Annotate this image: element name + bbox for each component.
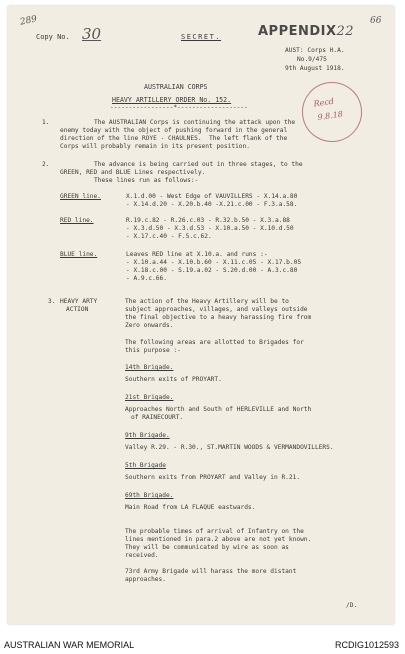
blue-line-route-2: - X.10.a.44 - X.10.b.60 - X.11.c.05 - X.17.b.05 [126, 259, 302, 266]
brigade-name: 5th Brigade [125, 462, 166, 469]
green-line-route-2: - X.14.d.20 - X.20.b.40 -X.21.c.00 - F.3.a.58. [126, 201, 298, 208]
para3-intro-line-2: subject approaches, villages, and valleys outside [125, 306, 308, 313]
para1-line-4: Corps will probably remain in its present position. [60, 143, 250, 150]
para2-line-1: The advance is being carried out in three stages, to the [94, 161, 303, 168]
para3-intro-line-3: the final objective to a heavy harassing fire from [125, 314, 312, 321]
received-stamp-line-1: Recd [313, 96, 335, 109]
brigade-name: 69th Brigade. [125, 492, 174, 499]
copy-label: Copy No. [36, 33, 70, 41]
para3-title-line-1: HEAVY ARTY [60, 298, 98, 305]
received-stamp-line-2: 9.8.18 [317, 109, 344, 123]
secret-marking: SECRET. [181, 33, 222, 41]
para1-number: 1. [42, 119, 50, 126]
closing1-line-4: received. [125, 552, 159, 559]
red-line-label: RED line. [60, 217, 94, 224]
closing2-line-2: approaches. [125, 576, 166, 583]
brigade-task: Southern exits from PROYART and Valley in R.21. [125, 474, 301, 481]
document-page [8, 6, 394, 624]
footer-archive-name: AUSTRALIAN WAR MEMORIAL [4, 640, 135, 650]
handwritten-corner-number: 289 [19, 14, 39, 28]
brigade-task: of RAINECOURT. [131, 414, 184, 421]
brigade-name: 21st Brigade. [125, 394, 174, 401]
page-continuation: /D. [346, 602, 358, 609]
para3-intro-line-4: Zero onwards. [125, 322, 174, 329]
closing1-line-2: lines mentioned in para.2 above are not yet known. [125, 536, 312, 543]
closing2-line-1: 73rd Army Brigade will harass the more distant [125, 568, 297, 575]
reference-line-3: 9th August 1918. [285, 65, 345, 72]
heading-order-title: HEAVY ARTILLERY ORDER No. 152. [112, 96, 232, 104]
copy-number: 30 [82, 25, 102, 43]
para3-title-line-2: ACTION [66, 306, 89, 313]
para1-line-1: The AUSTRALIAN Corps is continuing the attack upon the [94, 119, 296, 126]
brigade-name: 9th Brigade. [125, 432, 170, 439]
brigade-task: Approaches North and South of HERLEVILLE and North [125, 406, 312, 413]
red-line-route-2: - X.3.d.50 - X.3.d.53 - X.10.a.50 - X.10.d.50 [126, 225, 294, 232]
allot-line-2: this purpose :- [125, 347, 181, 354]
para3-intro-line-1: The action of the Heavy Artillery will be to [125, 298, 289, 305]
closing1-line-3: They will be communicated by wire as soon as [125, 544, 289, 551]
para2-line-2: GREEN, RED and BLUE Lines respectively. [60, 169, 206, 176]
heading-rule: -----------------*------------------- [110, 104, 248, 111]
blue-line-route-1: Leaves RED line at X.10.a. and runs :- [126, 251, 268, 258]
para2-number: 2. [42, 161, 50, 168]
green-line-label: GREEN line. [60, 193, 101, 200]
para1-line-2: enemy today with the object of pushing forward in the general [60, 127, 288, 134]
footer-record-id: RCDIG1012593 [334, 640, 399, 650]
para1-line-3: direction of the line ROYE - CHAULNES. The left flank of the [60, 135, 288, 142]
blue-line-route-4: - A.9.c.66. [126, 275, 167, 282]
closing1-line-1: The probable times of arrival of Infantry on the [125, 528, 304, 535]
red-line-route-1: R.19.c.82 - R.26.c.03 - R.32.b.50 - X.3.a.88 [126, 217, 290, 224]
brigade-task: Southern exits of PROYART. [125, 376, 222, 383]
allot-line-1: The following areas are allotted to Brigades for [125, 339, 304, 346]
red-line-route-3: - X.17.c.40 - F.5.c.62. [126, 233, 212, 240]
appendix-number: 22 [336, 24, 355, 39]
brigade-task: Main Road from LA FLAQUE eastwards. [125, 504, 256, 511]
heading-corps: AUSTRALIAN CORPS [144, 83, 208, 91]
received-stamp [298, 78, 366, 146]
blue-line-label: BLUE line. [60, 251, 98, 258]
blue-line-route-3: - X.18.c.00 - S.19.a.02 - S.20.d.00 - A.3.c.80 [126, 267, 298, 274]
para2-line-3: These lines run as follows:- [94, 177, 199, 184]
appendix-label: APPENDIX [258, 24, 337, 39]
handwritten-top-right-number: 66 [370, 16, 382, 26]
appendix-stamp [258, 24, 354, 39]
green-line-route-1: X.1.d.00 - West Edge of VAUVILLERS - X.14.a.80 [126, 193, 298, 200]
para3-number: 3. [48, 298, 56, 305]
reference-line-2: No.9/475 [297, 56, 327, 63]
brigade-task: Valley R.29. - R.30., ST.MARTIN WOODS & VERMANDOVILLERS. [125, 444, 334, 451]
reference-line-1: AUST: Corps H.A. [285, 47, 345, 54]
brigade-name: 14th Brigade. [125, 364, 174, 371]
